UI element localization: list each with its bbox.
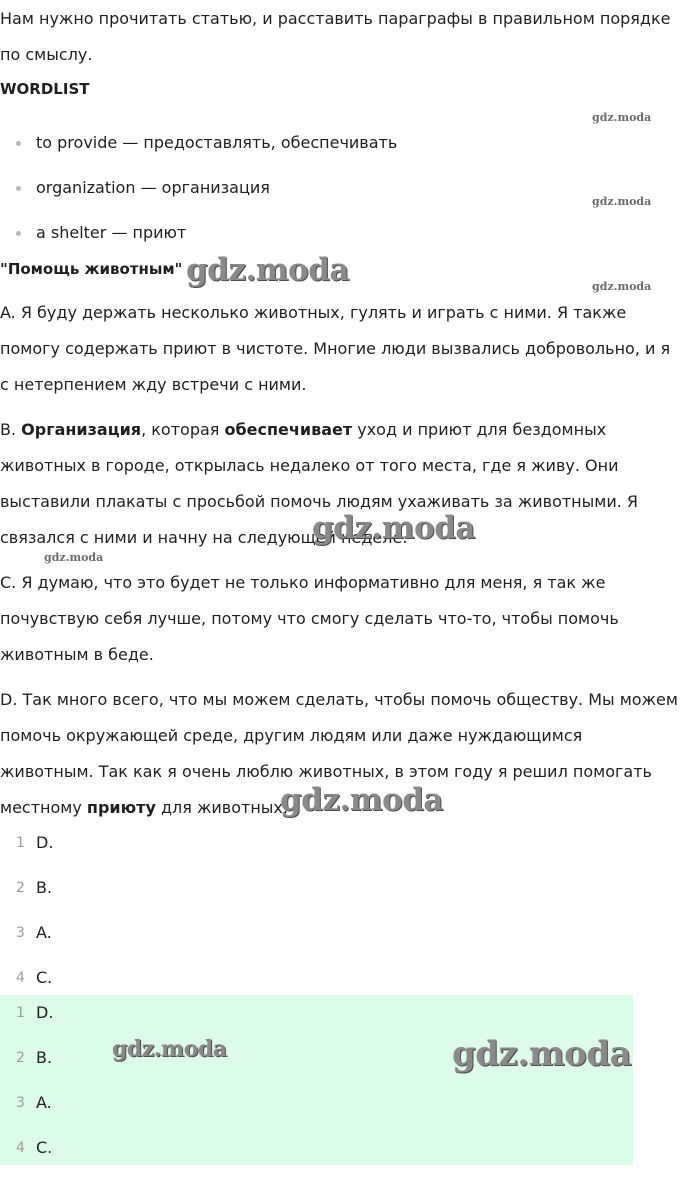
wordlist-item-label: a shelter — приют [36, 223, 187, 242]
article-title: "Помощь животным" [0, 260, 183, 278]
list-number: 4 [16, 1140, 25, 1156]
list-number: 3 [16, 1095, 25, 1111]
paragraph-d-text: D. Так много всего, что мы можем сделать, чтобы помочь обществу. Мы можем помочь окружающей среде, другим людям или даже нуждающимся животным. Так как я очень люблю животных, в этом году я решил помогать местному [0, 690, 678, 817]
watermark: gdz.moda [312, 510, 475, 546]
list-value: B. [36, 1048, 53, 1067]
list-number: 4 [16, 970, 25, 986]
wordlist-item-label: organization — организация [36, 178, 270, 197]
list-number: 2 [16, 880, 25, 896]
paragraph-b-prefix: B. [0, 420, 22, 439]
intro-text: Нам нужно прочитать статью, и расставить параграфы в правильном порядке по смыслу. [0, 9, 671, 64]
list-value: B. [36, 878, 53, 897]
paragraph-b-bold-term: обеспечивает [224, 420, 353, 439]
paragraph-d-bold-term: приюту [86, 798, 156, 817]
paragraph-a [0, 295, 678, 403]
paragraph-c-text: C. Я думаю, что это будет не только информативно для меня, я так же почувствую себя лучше, потому что смогу сделать что-то, чтобы помочь животным в беде. [0, 573, 619, 664]
watermark: gdz.moda [592, 111, 652, 124]
watermark: gdz.moda [280, 782, 443, 818]
answer-box [0, 995, 633, 1165]
watermark: gdz.moda [592, 280, 652, 293]
list-number: 3 [16, 925, 25, 941]
bullet-dot-icon [16, 141, 21, 146]
list-value: C. [36, 1138, 53, 1157]
watermark: gdz.moda [452, 1034, 632, 1074]
wordlist-heading: WORDLIST [0, 80, 90, 98]
list-number: 2 [16, 1050, 25, 1066]
paragraph-b-text: , которая [141, 420, 225, 439]
paragraph-d-text: для животных. [155, 798, 288, 817]
paragraph-c [0, 565, 678, 673]
paragraph-b-text: уход и приют для бездомных животных в городе, открылась недалеко от того места, где я живу. Они выставили плакаты с просьбой помочь людям ухаживать за животными. Я связался с ними и начну на следующей неделе. [0, 420, 639, 547]
list-number: 1 [16, 835, 25, 851]
watermark: gdz.moda [592, 195, 652, 208]
watermark: gdz.moda [44, 551, 104, 564]
watermark: gdz.moda [186, 252, 349, 288]
list-value: A. [36, 923, 52, 942]
watermark: gdz.moda [112, 1036, 227, 1062]
list-number: 1 [16, 1005, 25, 1021]
bullet-dot-icon [16, 186, 21, 191]
paragraph-a-text: A. Я буду держать несколько животных, гулять и играть с ними. Я также помогу содержать приют в чистоте. Многие люди вызвались добровольно, и я с нетерпением жду встречи с ними. [0, 303, 671, 394]
list-value: D. [36, 833, 54, 852]
bullet-dot-icon [16, 231, 21, 236]
wordlist-item-label: to provide — предоставлять, обеспечивать [36, 133, 398, 152]
list-value: A. [36, 1093, 52, 1112]
list-value: C. [36, 968, 53, 987]
paragraph-b-bold-term: Организация [21, 420, 142, 439]
list-value: D. [36, 1003, 54, 1022]
